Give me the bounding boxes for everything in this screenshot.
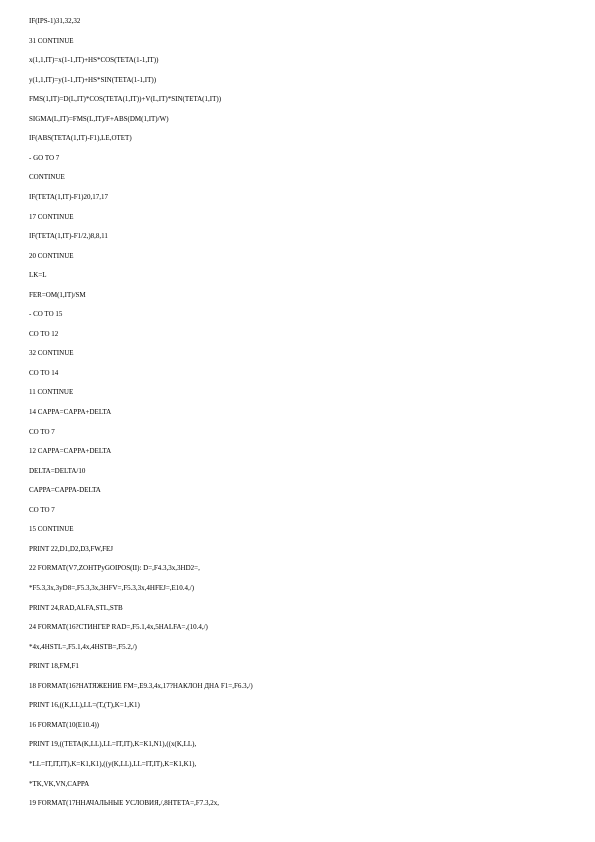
code-line: CO TO 14 xyxy=(29,368,59,377)
code-line: 18 FORMAT(16?НАТЯЖЕНИЕ FM=,E9.3,4x,17?НАКЛОН ДНА F1=,F6.3,/) xyxy=(29,681,253,690)
code-line: PRINT 24,RAD,ALFA,STL,STB xyxy=(29,603,123,612)
code-line: - CO TO 15 xyxy=(29,310,63,319)
code-line: PRINT 22,D1,D2,D3,FW,FEJ xyxy=(29,544,114,553)
code-line: LK=L xyxy=(29,271,47,280)
code-line: CO TO 7 xyxy=(29,505,55,514)
code-line: CO TO 7 xyxy=(29,427,55,436)
code-line: 32 CONTINUE xyxy=(29,349,74,358)
code-line: FER=OM(1,IT)/SM xyxy=(29,290,86,299)
code-line: y(1,1,IT)=y(1-1,IT)+HS*SIN(TETA(1-1,IT)) xyxy=(29,75,157,84)
code-line: 16 FORMAT(10(E10.4)) xyxy=(29,720,99,729)
code-line: *F5.3,3x,3yD8=,F5.3,3x,3HFV=,F5.3,3x,4HFEJ=,E10.4,/) xyxy=(29,584,195,592)
code-line: PRINT 18,FM,F1 xyxy=(29,662,79,671)
code-line: 15 CONTINUE xyxy=(29,525,74,534)
code-line: *4x,4HSTL=,F5.1,4x,4HSTB=,F5.2,/) xyxy=(29,642,137,651)
code-line: 31 CONTINUE xyxy=(29,36,74,45)
code-line: PRINT 16,((K,LL),LL=(T,(T),K=1,K1) xyxy=(29,701,140,710)
code-line: - GO TO 7 xyxy=(29,153,60,162)
code-line: 12 CAPPA=CAPPA+DELTA xyxy=(29,447,112,456)
code-line: FMS(1,IT)=D(L,IT)*COS(TETA(1,IT))+V(L,IT)*SIN(TETA(1,IT)) xyxy=(29,95,222,104)
code-line: IF(IPS-1)31,32,32 xyxy=(29,17,81,25)
code-line: 14 CAPPA=CAPPA+DELTA xyxy=(29,408,112,416)
code-line: 17 CONTINUE xyxy=(29,212,74,221)
code-line: CAPPA=CAPPA-DELTA xyxy=(29,486,101,495)
code-line: 24 FORMAT(16?CTИНГЕР RAD=,F5.1,4x,5HALFA=,(10.4,/) xyxy=(29,623,208,632)
code-line: IF(TETA(1,IT)-F1/2,)8,8,11 xyxy=(29,232,108,241)
code-line: *LL=IT,IT,IT),K=K1,K1),((y(K,LL),LL=IT,IT),K=K1,K1), xyxy=(29,759,197,768)
code-line: 11 CONTINUE xyxy=(29,388,74,397)
code-line: 22 FORMAT(V7,ZOHTPyGOIPOS(II): D=,F4.3,3x,3HD2=, xyxy=(29,564,200,573)
code-line: CONTINUE xyxy=(29,173,65,182)
code-line: SIGMA(L,IT)=FMS(L,IT)/F+ABS(DM(1,IT)/W) xyxy=(29,114,169,123)
code-line: x(1,1,IT)=x(1-1,IT)+HS*COS(TETA(1-1,IT)) xyxy=(29,56,159,65)
code-line: CO TO 12 xyxy=(29,329,59,338)
code-line: IF(ABS(TETA(1,IT)-F1),LE,OTET) xyxy=(29,134,132,143)
code-line: *TK,VK,VN,CAPPA xyxy=(29,779,90,788)
code-line: IF(TETA(1,IT)-F1)20,17,17 xyxy=(29,193,108,201)
code-line: 19 FORMAT(17HНАЧАЛЬНЫЕ УСЛОВИЯ,/,8HTETA=,F7.3,2x, xyxy=(29,799,219,807)
code-line: PRINT 19,((TETA(K,LL),LL=IT,IT),K=K1,N1),((x(K,LL), xyxy=(29,740,197,749)
code-line: 20 CONTINUE xyxy=(29,251,74,260)
code-line: DELTA=DELTA/10 xyxy=(29,466,86,475)
